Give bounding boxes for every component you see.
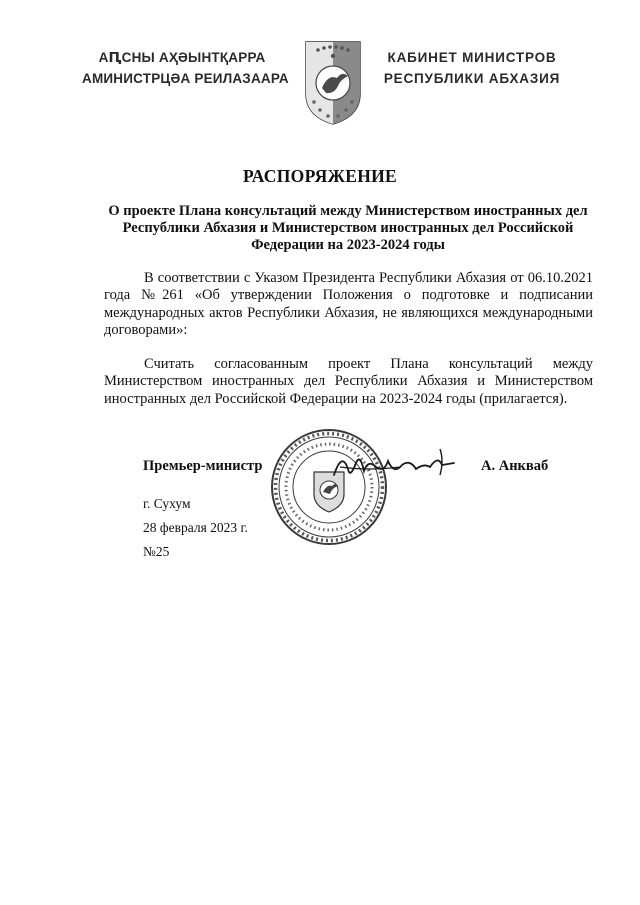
header-left-line-1: АԤСНЫ АҲӘЫНТҚАРРА (98, 50, 266, 65)
document-number: №25 (143, 544, 170, 559)
header-right (372, 47, 572, 89)
header-left-line-2: АМИНИСТРЦӘА РЕИЛАЗААРА (82, 71, 289, 86)
document-title: РАСПОРЯЖЕНИЕ (242, 166, 397, 186)
date: 28 февраля 2023 г. (143, 520, 248, 535)
paragraph-resolution: Считать согласованным проект Плана консультаций между Министерством иностранных дел Республики Абхазия и Министерством иностранных дел Российской Федерации на 2023-2024 годы (прилагается). (104, 356, 593, 407)
header-right-line-1: КАБИНЕТ МИНИСТРОВ (387, 50, 557, 65)
handwritten-signature-icon (330, 445, 458, 485)
signatory-name: А. Анкваб (481, 458, 549, 474)
paragraph-basis: В соответствии с Указом Президента Республики Абхазия от 06.10.2021 года №261 «Об утверждении Положения о подготовке и подписании международных актов Республики Абхазия, не являющихся международными договорами»: (104, 270, 593, 338)
document-subject: О проекте Плана консультаций между Министерством иностранных дел Республики Абхазия и Министерством иностранных дел Российской Федерации на 2023-2024 годы (108, 203, 588, 253)
document-meta (143, 492, 248, 564)
abkhazia-coat-of-arms-icon (304, 38, 362, 126)
header-right-line-2: РЕСПУБЛИКИ АБХАЗИЯ (383, 71, 561, 86)
signatory-position: Премьер-министр (143, 458, 263, 474)
place: г. Сухум (143, 496, 191, 511)
header-left (82, 47, 289, 89)
